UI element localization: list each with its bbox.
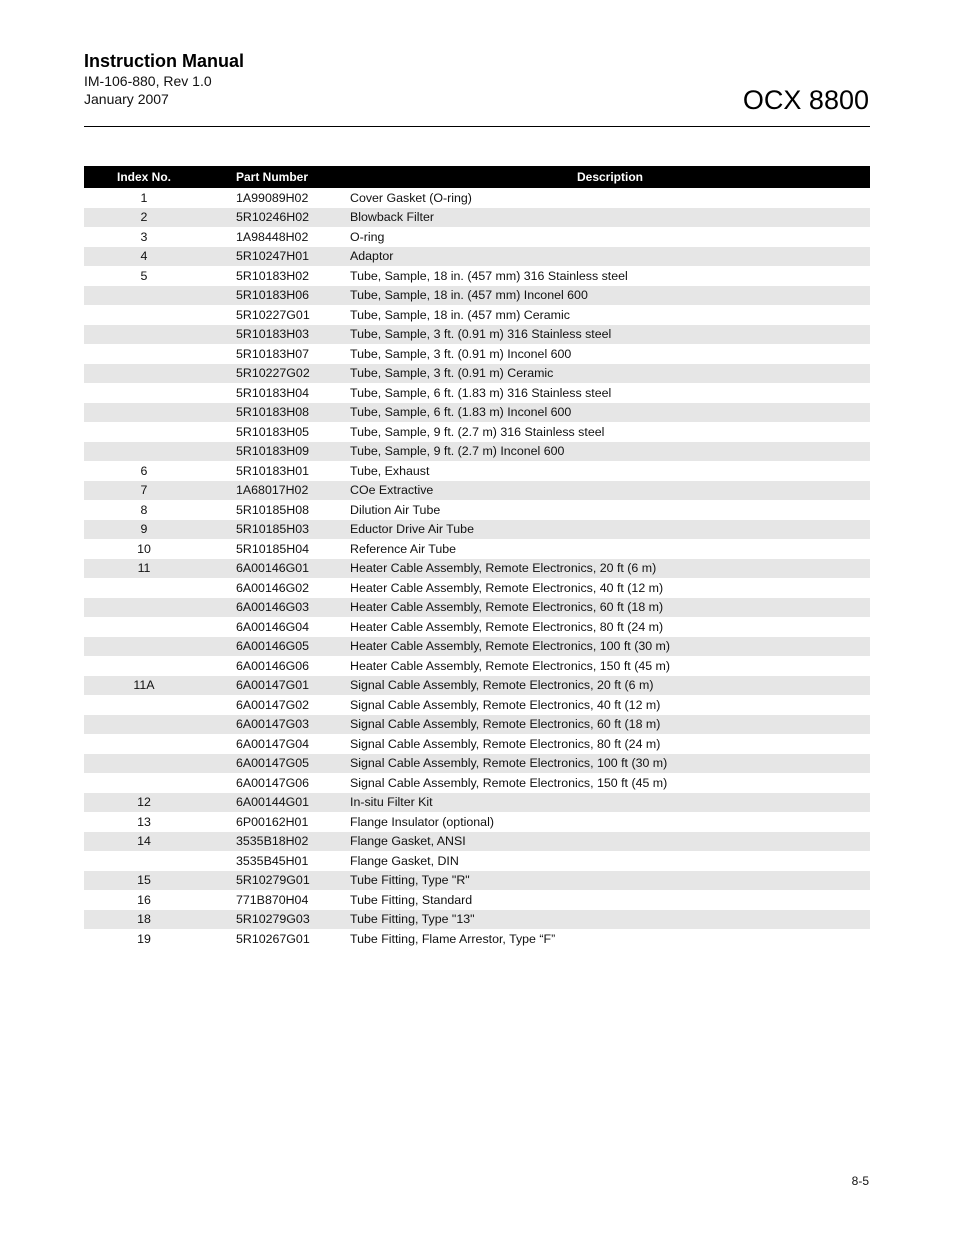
description-cell: Tube, Sample, 6 ft. (1.83 m) Inconel 600 [350, 403, 870, 423]
part-number-cell: 5R10183H03 [204, 325, 350, 345]
table-row [84, 481, 870, 501]
description-cell: Dilution Air Tube [350, 502, 441, 517]
description-cell: Tube, Exhaust [350, 463, 430, 478]
index-cell: 16 [137, 892, 151, 907]
description-cell: Blowback Filter [350, 208, 870, 228]
table-row [84, 578, 870, 598]
table-row [84, 188, 870, 208]
description-cell: Tube Fitting, Type "13" [350, 910, 870, 930]
table-header-row [84, 166, 870, 188]
table-body [84, 188, 870, 949]
table-row [84, 637, 870, 657]
table-row [84, 773, 870, 793]
part-number-cell: 5R10183H01 [236, 463, 310, 478]
part-number-cell: 5R10183H07 [236, 346, 310, 361]
table-row [84, 890, 870, 910]
part-number-cell: 6A00147G04 [236, 736, 310, 751]
table-row [84, 500, 870, 520]
table-row [84, 656, 870, 676]
index-cell [84, 617, 204, 637]
description-cell: Tube, Sample, 6 ft. (1.83 m) 316 Stainless steel [350, 385, 612, 400]
index-cell [84, 422, 204, 442]
table-row [84, 286, 870, 306]
part-number-cell: 3535B18H02 [204, 832, 350, 852]
description-cell: Signal Cable Assembly, Remote Electronics, 60 ft (18 m) [350, 715, 870, 735]
column-header-index: Index No. [84, 166, 204, 188]
table-row [84, 559, 870, 579]
description-cell: In-situ Filter Kit [350, 793, 870, 813]
part-number-cell: 6A00146G06 [236, 658, 310, 673]
index-cell [84, 383, 204, 403]
table-row [84, 364, 870, 384]
table-row [84, 910, 870, 930]
part-number-cell: 6A00146G04 [236, 619, 310, 634]
part-number-cell: 6A00146G03 [204, 598, 350, 618]
table-row [84, 461, 870, 481]
index-cell: 8 [140, 502, 148, 517]
part-number-cell: 5R10183H05 [236, 424, 310, 439]
part-number-cell: 5R10247H01 [204, 247, 350, 267]
description-cell: Tube Fitting, Standard [350, 892, 473, 907]
description-cell: Tube, Sample, 9 ft. (2.7 m) 316 Stainless steel [350, 424, 605, 439]
parts-list-table [84, 166, 870, 949]
index-cell: 7 [84, 481, 204, 501]
index-cell: 15 [84, 871, 204, 891]
description-cell: Heater Cable Assembly, Remote Electronics, 20 ft (6 m) [350, 559, 870, 579]
index-cell: 19 [137, 931, 151, 946]
part-number-cell: 5R10183H02 [236, 268, 310, 283]
description-cell: Tube, Sample, 18 in. (457 mm) 316 Stainless steel [350, 268, 628, 283]
index-cell [84, 403, 204, 423]
table-row [84, 734, 870, 754]
index-cell: 13 [137, 814, 151, 829]
table-row [84, 754, 870, 774]
description-cell: Tube, Sample, 18 in. (457 mm) Inconel 600 [350, 286, 870, 306]
index-cell: 9 [84, 520, 204, 540]
table-row [84, 598, 870, 618]
table-row [84, 344, 870, 364]
product-title: OCX 8800 [742, 85, 869, 115]
table-row [84, 383, 870, 403]
description-cell: Tube, Sample, 3 ft. (0.91 m) Ceramic [350, 364, 870, 384]
table-row [84, 247, 870, 267]
part-number-cell: 5R10279G03 [204, 910, 350, 930]
index-cell [84, 364, 204, 384]
part-number-cell: 5R10185H04 [236, 541, 310, 556]
part-number-cell: 6P00162H01 [236, 814, 309, 829]
description-cell: COe Extractive [350, 481, 870, 501]
part-number-cell: 6A00146G01 [204, 559, 350, 579]
table-row [84, 715, 870, 735]
table-row [84, 695, 870, 715]
description-cell: Reference Air Tube [350, 541, 457, 556]
index-cell [84, 286, 204, 306]
index-cell: 3 [140, 229, 148, 244]
part-number-cell: 6A00144G01 [204, 793, 350, 813]
description-cell: Heater Cable Assembly, Remote Electronics, 150 ft (45 m) [350, 658, 670, 673]
table-row [84, 227, 870, 247]
description-cell: Heater Cable Assembly, Remote Electronics, 60 ft (18 m) [350, 598, 870, 618]
part-number-cell: 6A00147G01 [204, 676, 350, 696]
table-row [84, 832, 870, 852]
description-cell: Signal Cable Assembly, Remote Electronics, 100 ft (30 m) [350, 754, 870, 774]
index-cell [84, 656, 204, 676]
description-cell: Heater Cable Assembly, Remote Electronics, 100 ft (30 m) [350, 637, 870, 657]
description-cell: Tube, Sample, 18 in. (457 mm) Ceramic [350, 307, 570, 322]
index-cell: 2 [84, 208, 204, 228]
description-cell: Heater Cable Assembly, Remote Electronics, 40 ft (12 m) [350, 580, 664, 595]
table-row [84, 520, 870, 540]
part-number-cell: 5R10227G02 [204, 364, 350, 384]
index-cell [84, 325, 204, 345]
part-number-cell: 5R10183H04 [236, 385, 310, 400]
index-cell [84, 578, 204, 598]
description-cell: Adaptor [350, 247, 870, 267]
part-number-cell: 5R10183H06 [204, 286, 350, 306]
part-number-cell: 5R10227G01 [236, 307, 310, 322]
part-number-cell: 6A00147G06 [236, 775, 310, 790]
table-row [84, 539, 870, 559]
index-cell [84, 773, 204, 793]
index-cell [84, 715, 204, 735]
description-cell: Flange Gasket, DIN [350, 853, 459, 868]
part-number-cell: 5R10185H08 [236, 502, 310, 517]
part-number-cell: 1A68017H02 [204, 481, 350, 501]
column-header-part-number: Part Number [204, 166, 350, 188]
part-number-cell: 5R10279G01 [204, 871, 350, 891]
description-cell: Tube Fitting, Flame Arrestor, Type “F” [350, 931, 556, 946]
index-cell: 12 [84, 793, 204, 813]
table-row [84, 871, 870, 891]
document-header [84, 50, 244, 108]
description-cell: Signal Cable Assembly, Remote Electronics, 40 ft (12 m) [350, 697, 661, 712]
index-cell [84, 695, 204, 715]
index-cell: 10 [137, 541, 151, 556]
part-number-cell: 771B870H04 [236, 892, 309, 907]
header-divider [84, 126, 870, 127]
part-number-cell: 6A00146G05 [204, 637, 350, 657]
index-cell: 11 [84, 559, 204, 579]
part-number-cell: 5R10185H03 [204, 520, 350, 540]
index-cell [84, 851, 204, 871]
table-row [84, 442, 870, 462]
description-cell: Tube Fitting, Type "R" [350, 871, 870, 891]
table-row [84, 793, 870, 813]
manual-title: Instruction Manual [84, 51, 245, 71]
table-row [84, 929, 870, 949]
table-row [84, 208, 870, 228]
table-row [84, 851, 870, 871]
description-cell: Tube, Sample, 3 ft. (0.91 m) Inconel 600 [350, 346, 572, 361]
description-cell: Tube, Sample, 9 ft. (2.7 m) Inconel 600 [350, 442, 870, 462]
index-cell [84, 637, 204, 657]
index-cell [84, 442, 204, 462]
description-cell: Flange Insulator (optional) [350, 814, 494, 829]
description-cell: Heater Cable Assembly, Remote Electronics, 80 ft (24 m) [350, 619, 664, 634]
table-row [84, 305, 870, 325]
description-cell: Signal Cable Assembly, Remote Electronics, 150 ft (45 m) [350, 775, 668, 790]
index-cell [84, 754, 204, 774]
part-number-cell: 6A00147G02 [236, 697, 310, 712]
description-cell: Flange Gasket, ANSI [350, 832, 870, 852]
index-cell [84, 598, 204, 618]
index-cell [84, 344, 204, 364]
part-number-cell: 5R10183H08 [204, 403, 350, 423]
index-cell [84, 734, 204, 754]
part-number-cell: 1A99089H02 [236, 190, 309, 205]
table-row [84, 266, 870, 286]
part-number-cell: 5R10183H09 [204, 442, 350, 462]
index-cell [84, 305, 204, 325]
description-cell: O-ring [350, 229, 385, 244]
index-cell: 1 [140, 190, 148, 205]
document-number: IM-106-880, Rev 1.0 [84, 73, 212, 89]
index-cell: 4 [84, 247, 204, 267]
description-cell: Eductor Drive Air Tube [350, 520, 870, 540]
document-date: January 2007 [84, 91, 169, 107]
part-number-cell: 6A00147G05 [204, 754, 350, 774]
part-number-cell: 5R10267G01 [236, 931, 310, 946]
index-cell: 6 [140, 463, 148, 478]
description-cell: Tube, Sample, 3 ft. (0.91 m) 316 Stainless steel [350, 325, 870, 345]
column-header-description: Description [350, 166, 870, 188]
index-cell: 5 [140, 268, 148, 283]
description-cell: Cover Gasket (O-ring) [350, 190, 472, 205]
description-cell: Signal Cable Assembly, Remote Electronics, 20 ft (6 m) [350, 676, 870, 696]
table-row [84, 422, 870, 442]
description-cell: Signal Cable Assembly, Remote Electronics, 80 ft (24 m) [350, 736, 661, 751]
table-row [84, 403, 870, 423]
index-cell: 11A [84, 676, 204, 696]
table-row [84, 617, 870, 637]
page-number: 8-5 [851, 1174, 869, 1188]
part-number-cell: 6A00147G03 [204, 715, 350, 735]
part-number-cell: 3535B45H01 [236, 853, 309, 868]
index-cell: 14 [84, 832, 204, 852]
table-row [84, 676, 870, 696]
table-row [84, 812, 870, 832]
index-cell: 18 [84, 910, 204, 930]
part-number-cell: 1A98448H02 [236, 229, 309, 244]
table-row [84, 325, 870, 345]
part-number-cell: 6A00146G02 [236, 580, 310, 595]
part-number-cell: 5R10246H02 [204, 208, 350, 228]
